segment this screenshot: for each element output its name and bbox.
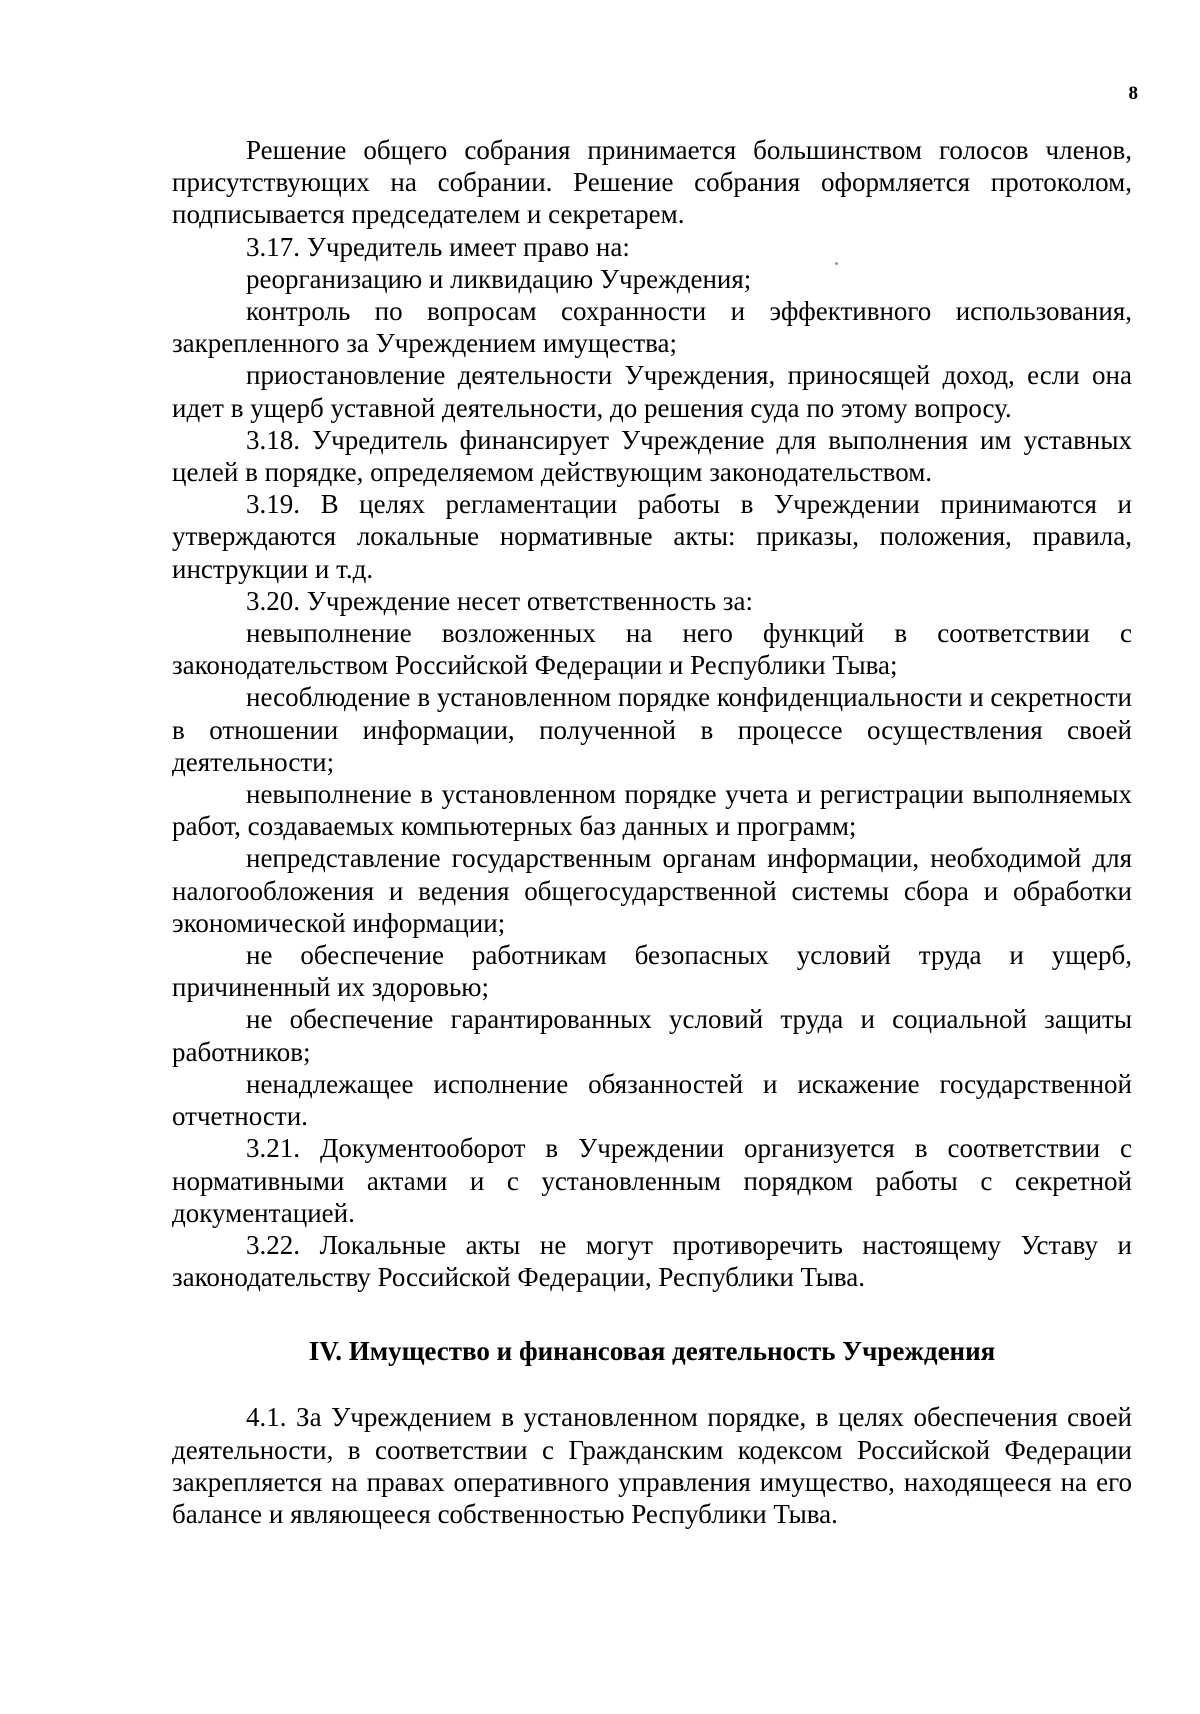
paragraph-3-21: 3.21. Документооборот в Учреждении организуется в соответствии с нормативными актами и с установленным порядком работы с секретной документацией. bbox=[172, 1133, 1132, 1228]
paragraph-reporting: ненадлежащее исполнение обязанностей и искажение государственной отчетности. bbox=[172, 1068, 1132, 1132]
page-number: 8 bbox=[1128, 83, 1138, 104]
paragraph-4-1: 4.1. За Учреждением в установленном порядке, в целях обеспечения своей деятельности, в соответствии с Гражданским кодексом Российской Федерации закрепляется на правах оперативного управления имущество, находящееся на его балансе и являющееся собственностью Республики Тыва. bbox=[172, 1402, 1132, 1529]
paragraph-registration: невыполнение в установленном порядке учета и регистрации выполняемых работ, создаваемых компьютерных баз данных и программ; bbox=[172, 779, 1132, 842]
paragraph-suspension: приостановление деятельности Учреждения, приносящей доход, если она идет в ущерб уставной деятельности, до решения суда по этому вопросу. bbox=[172, 360, 1132, 423]
paragraph-3-22: 3.22. Локальные акты не могут противоречить настоящему Уставу и законодательству Российской Федерации, Республики Тыва. bbox=[172, 1229, 1132, 1293]
section-heading: IV. Имущество и финансовая деятельность Учреждения bbox=[308, 1336, 996, 1367]
paragraph-social-protection: не обеспечение гарантированных условий труда и социальной защиты работников; bbox=[172, 1004, 1132, 1067]
document-body bbox=[172, 134, 1132, 1530]
paragraph-confidentiality: несоблюдение в установленном порядке конфиденциальности и секретности в отношении информации, полученной в процессе осуществления своей деятельности; bbox=[172, 682, 1132, 777]
paragraph-3-17: 3.17. Учредитель имеет право на: bbox=[246, 231, 630, 262]
paragraph-reorganization: реорганизацию и ликвидацию Учреждения; bbox=[246, 263, 752, 294]
paragraph-property-control: контроль по вопросам сохранности и эффективного использования, закрепленного за Учреждением имущества; bbox=[172, 296, 1132, 359]
paragraph-safe-conditions: не обеспечение работникам безопасных условий труда и ущерб, причиненный их здоровью; bbox=[172, 940, 1132, 1003]
paragraph-functions-failure: невыполнение возложенных на него функций в соответствии с законодательством Российской Федерации и Республики Тыва; bbox=[172, 618, 1132, 681]
paragraph-3-18: 3.18. Учредитель финансирует Учреждение для выполнения им уставных целей в порядке, определяемом действующим законодательством. bbox=[172, 424, 1132, 488]
paragraph-general-meeting-decision: Решение общего собрания принимается большинством голосов членов, присутствующих на собрании. Решение собрания оформляется протоколом, подписывается председателем и секретарем. bbox=[172, 135, 1132, 230]
paragraph-3-20: 3.20. Учреждение несет ответственность за: bbox=[246, 585, 753, 616]
paragraph-state-information: непредставление государственным органам информации, необходимой для налогообложения и ведения общегосударственной системы сбора и обработки экономической информации; bbox=[172, 843, 1132, 938]
paragraph-3-19: 3.19. В целях регламентации работы в Учреждении принимаются и утверждаются локальные нормативные акты: приказы, положения, правила, инструкции и т.д. bbox=[172, 489, 1132, 584]
